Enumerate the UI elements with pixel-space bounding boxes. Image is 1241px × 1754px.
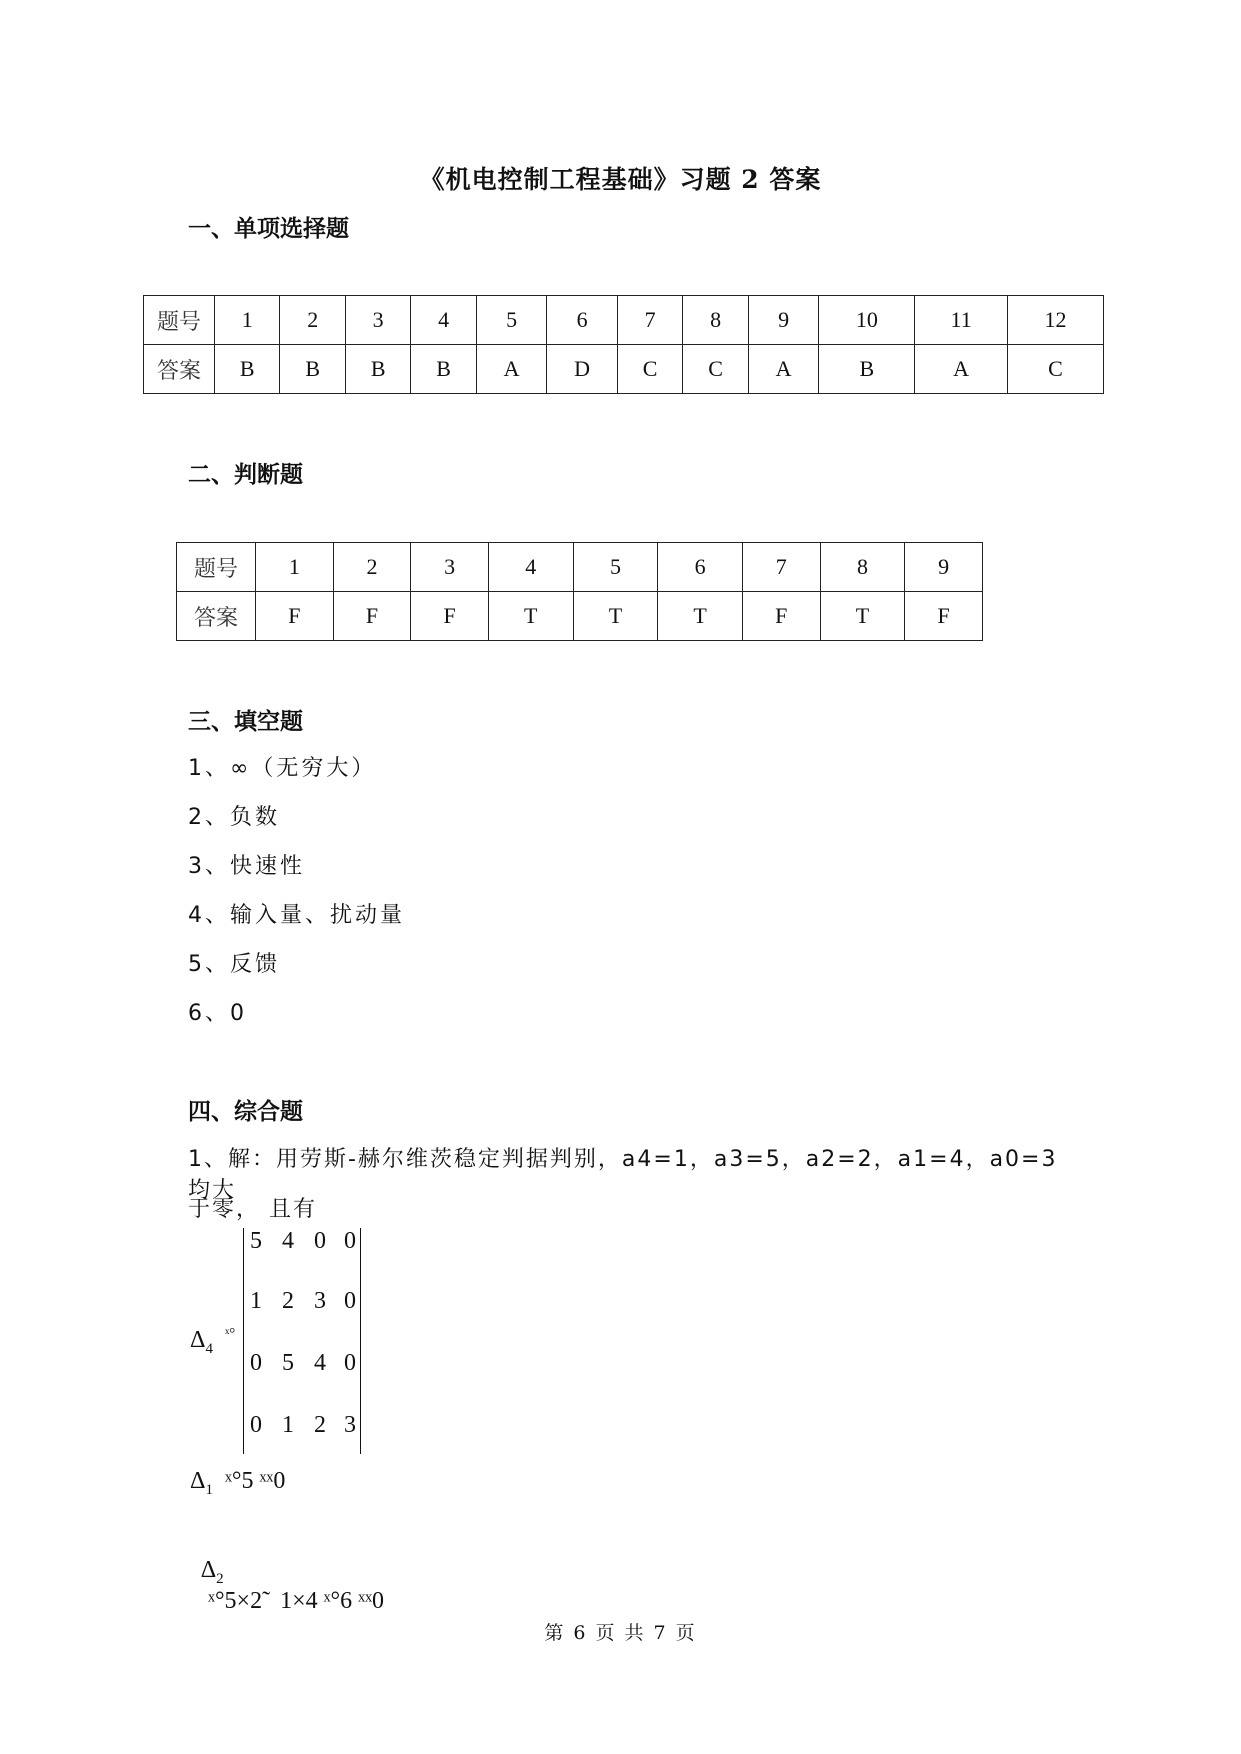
question-number-cell: 2 [333,543,411,592]
true-false-answer-table [176,542,983,641]
matrix-cell: 2 [282,1288,294,1314]
matrix-cell: 5 [250,1228,262,1254]
fill-item: 4、输入量、扰动量 [188,903,405,928]
question-number-cell: 7 [617,296,682,345]
section-heading-true-false: 二、判断题 [188,461,303,488]
solution-text-line: 1、解：用劳斯-赫尔维茨稳定判据判别，a4=1，a3=5，a2=2，a1=4，a0=3 均大 [188,1147,1058,1203]
question-number-cell: 6 [547,296,618,345]
delta2-equation [190,1530,384,1615]
matrix-cell: 4 [314,1350,326,1376]
matrix-cell: 2 [314,1412,326,1438]
matrix-cell: 0 [344,1288,356,1314]
matrix-cell: 0 [344,1350,356,1376]
answer-cell: T [488,592,573,641]
question-number-cell: 7 [742,543,820,592]
answer-cell: T [573,592,658,641]
question-number-cell: 1 [256,543,334,592]
fill-item: 2、负数 [188,805,280,830]
delta4-label [190,1326,235,1358]
matrix-cell: 0 [250,1412,262,1438]
answer-cell: B [280,345,345,394]
matrix-cell: 0 [250,1350,262,1376]
delta1-equation [190,1468,285,1499]
row-label-answer: 答案 [177,592,256,641]
answer-cell: F [256,592,334,641]
section-heading-comprehensive: 四、综合题 [188,1098,303,1125]
answer-cell: B [345,345,410,394]
answer-cell: F [411,592,489,641]
answer-cell: B [215,345,280,394]
fill-item: 5、反馈 [188,952,280,977]
row-label-question-number: 题号 [177,543,256,592]
row-label-question-number: 题号 [144,296,215,345]
question-number-cell: 5 [573,543,658,592]
document-title: 《机电控制工程基础》习题 2 答案 [419,165,822,194]
answer-cell: C [1007,345,1103,394]
question-number-cell: 4 [488,543,573,592]
equals-glyph: ˣ° [224,1326,236,1342]
matrix-cell: 0 [344,1228,356,1254]
matrix-cell: 3 [344,1412,356,1438]
question-number-cell: 1 [215,296,280,345]
question-number-cell: 11 [915,296,1008,345]
question-number-cell: 9 [905,543,983,592]
section-heading-fill-blank: 三、填空题 [188,708,303,735]
matrix-cell: 4 [282,1228,294,1254]
matrix-cell: 3 [314,1288,326,1314]
matrix-cell: 1 [282,1412,294,1438]
fill-item: 6、0 [188,1001,247,1026]
delta-symbol: Δ [190,1468,206,1494]
question-number-cell: 2 [280,296,345,345]
answer-cell: C [617,345,682,394]
delta-symbol: Δ [190,1327,206,1353]
answer-cell: T [820,592,905,641]
delta2-expression: ˣ°5×2̃ 1×4 ˣ°6 ˣˣ0 [208,1587,385,1614]
delta-subscript: 4 [205,1340,213,1357]
matrix-cell: 1 [250,1288,262,1314]
matrix-cell: 0 [314,1228,326,1254]
answer-cell: A [915,345,1008,394]
solution-text-line: 于零， 且有 [188,1197,317,1222]
question-number-cell: 8 [683,296,748,345]
section-heading-single-choice: 一、单项选择题 [188,215,349,242]
page-footer: 第 6 页 共 7 页 [544,1622,697,1644]
answer-cell: F [742,592,820,641]
question-number-cell: 3 [411,543,489,592]
question-number-cell: 8 [820,543,905,592]
delta1-expression: ˣ°5 ˣˣ0 [224,1468,286,1494]
answer-cell: B [819,345,915,394]
answer-cell: T [658,592,743,641]
determinant-matrix [243,1228,361,1454]
delta-subscript: 2 [216,1570,224,1587]
question-number-cell: 9 [748,296,819,345]
answer-cell: F [333,592,411,641]
answer-cell: A [748,345,819,394]
row-label-answer: 答案 [144,345,215,394]
fill-item: 1、∞（无穷大） [188,756,377,781]
answer-cell: A [476,345,547,394]
answer-cell: D [547,345,618,394]
question-number-cell: 4 [411,296,476,345]
delta-symbol: Δ [200,1557,217,1583]
answer-cell: C [683,345,748,394]
delta-subscript: 1 [205,1481,213,1498]
question-number-cell: 12 [1007,296,1103,345]
question-number-cell: 6 [658,543,743,592]
single-choice-answer-table [143,295,1104,394]
question-number-cell: 3 [345,296,410,345]
answer-cell: F [905,592,983,641]
matrix-cell: 5 [282,1350,294,1376]
question-number-cell: 5 [476,296,547,345]
fill-item: 3、快速性 [188,854,305,879]
answer-cell: B [411,345,476,394]
question-number-cell: 10 [819,296,915,345]
